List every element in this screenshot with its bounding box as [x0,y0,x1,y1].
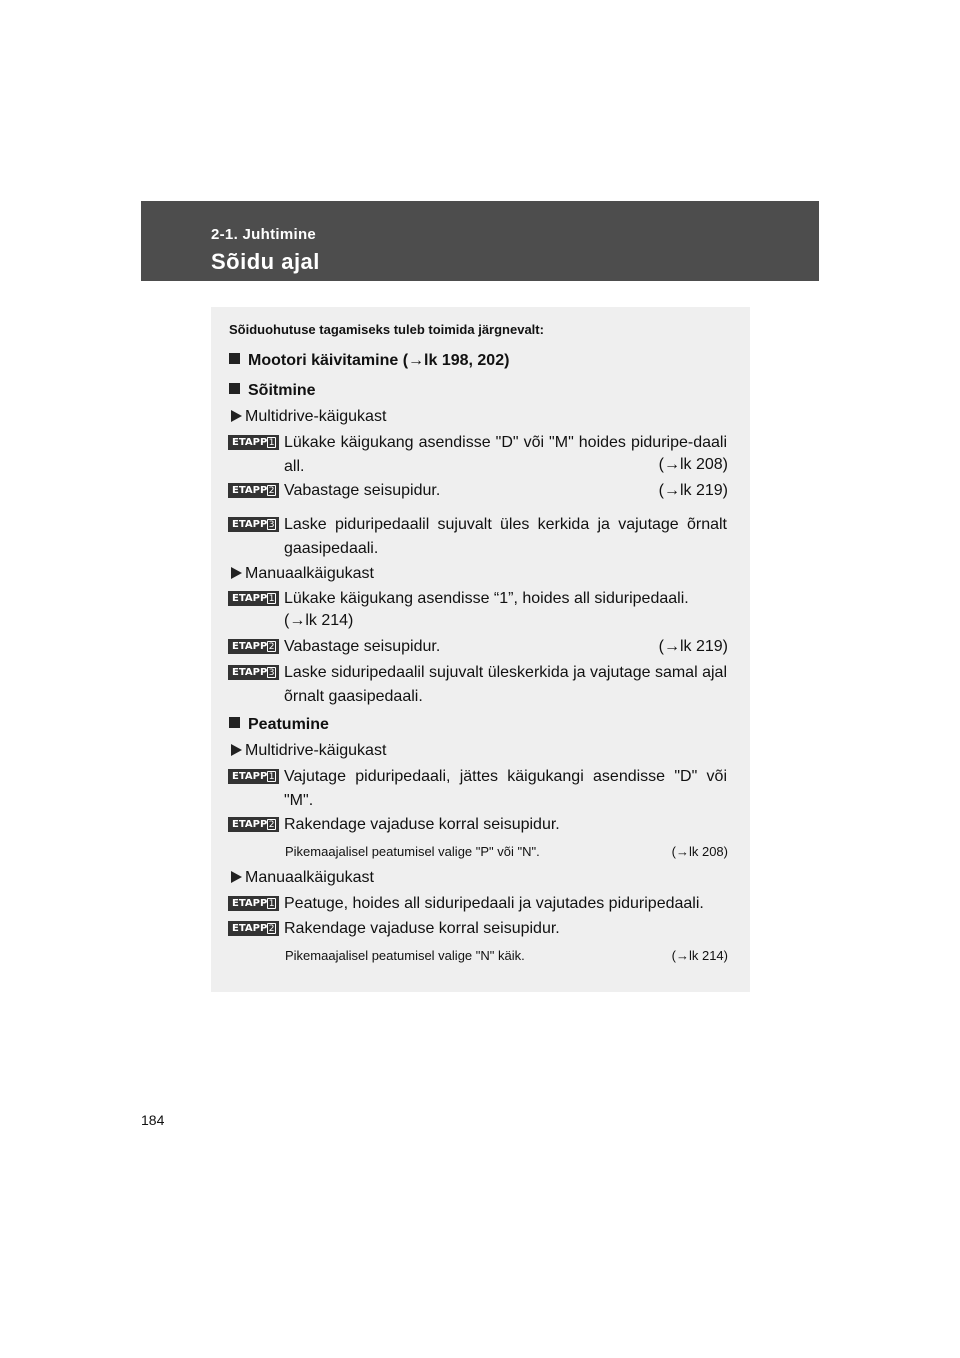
step-text: Lükake käigukang asendisse "D" või "M" hoides piduripe-daali all. [284,434,727,475]
section-heading-driving: Sõitmine [229,382,316,400]
step-badge: ETAPP 1 [228,769,279,784]
page-reference: (→lk 214) [284,612,354,629]
page-title: Sõidu ajal [211,249,320,274]
square-bullet-icon [229,383,240,394]
step-text: Vabastage seisupidur. [284,638,441,655]
step-text: Laske siduripedaalil sujuvalt üleskerkida ja vajutage samal ajal õrnalt gaasipedaali. [284,664,727,705]
step-badge: ETAPP 2 [228,639,279,654]
section-header [141,201,819,281]
subheading-drive-auto: Multidrive-käigukast [231,408,386,426]
content-box [211,307,750,992]
step-text: Peatuge, hoides all siduripedaali ja vajutades piduripedaali. [284,895,704,912]
step-text: Laske piduripedaalil sujuvalt üles kerkida ja vajutage õrnalt gaasipedaali. [284,516,727,557]
subheading-stop-auto: Multidrive-käigukast [231,742,386,760]
page-reference: (→lk 208) [658,456,728,473]
step-text: Rakendage vajaduse korral seisupidur. [284,816,560,833]
page-number: 184 [141,1112,165,1128]
square-bullet-icon [229,717,240,728]
page-reference: (→lk 208) [671,844,728,859]
step-badge: ETAPP 1 [228,435,279,450]
page-reference: (→lk 219) [658,638,728,655]
section-label: 2-1. Juhtimine [211,226,317,243]
triangle-bullet-icon [231,567,242,579]
triangle-bullet-icon [231,744,242,756]
intro-text: Sõiduohutuse tagamiseks tuleb toimida järgnevalt: [229,322,544,337]
step-badge: ETAPP 3 [228,517,279,532]
step-text: Vajutage piduripedaali, jättes käigukangi asendisse "D" või "M". [284,768,727,809]
step-text: Rakendage vajaduse korral seisupidur. [284,920,560,937]
step-badge: ETAPP 2 [228,817,279,832]
subheading-drive-manual: Manuaalkäigukast [231,565,374,583]
page-reference: (→lk 219) [658,482,728,499]
step-badge: ETAPP 3 [228,665,279,680]
step-badge: ETAPP 2 [228,483,279,498]
subheading-stop-manual: Manuaalkäigukast [231,869,374,887]
triangle-bullet-icon [231,871,242,883]
step-badge: ETAPP 2 [228,921,279,936]
note-text: Pikemaajalisel peatumisel valige "P" või "N". [285,844,540,859]
triangle-bullet-icon [231,410,242,422]
step-badge: ETAPP 1 [228,591,279,606]
section-heading-engine-start: Mootori käivitamine (→lk 198, 202) [229,352,509,370]
note-text: Pikemaajalisel peatumisel valige "N" käik. [285,948,525,963]
step-badge: ETAPP 1 [228,896,279,911]
step-text: Lükake käigukang asendisse “1”, hoides all siduripedaali. [284,590,689,607]
step-text: Vabastage seisupidur. [284,482,441,499]
square-bullet-icon [229,353,240,364]
section-heading-stopping: Peatumine [229,716,329,734]
page-reference: (→lk 214) [671,948,728,963]
